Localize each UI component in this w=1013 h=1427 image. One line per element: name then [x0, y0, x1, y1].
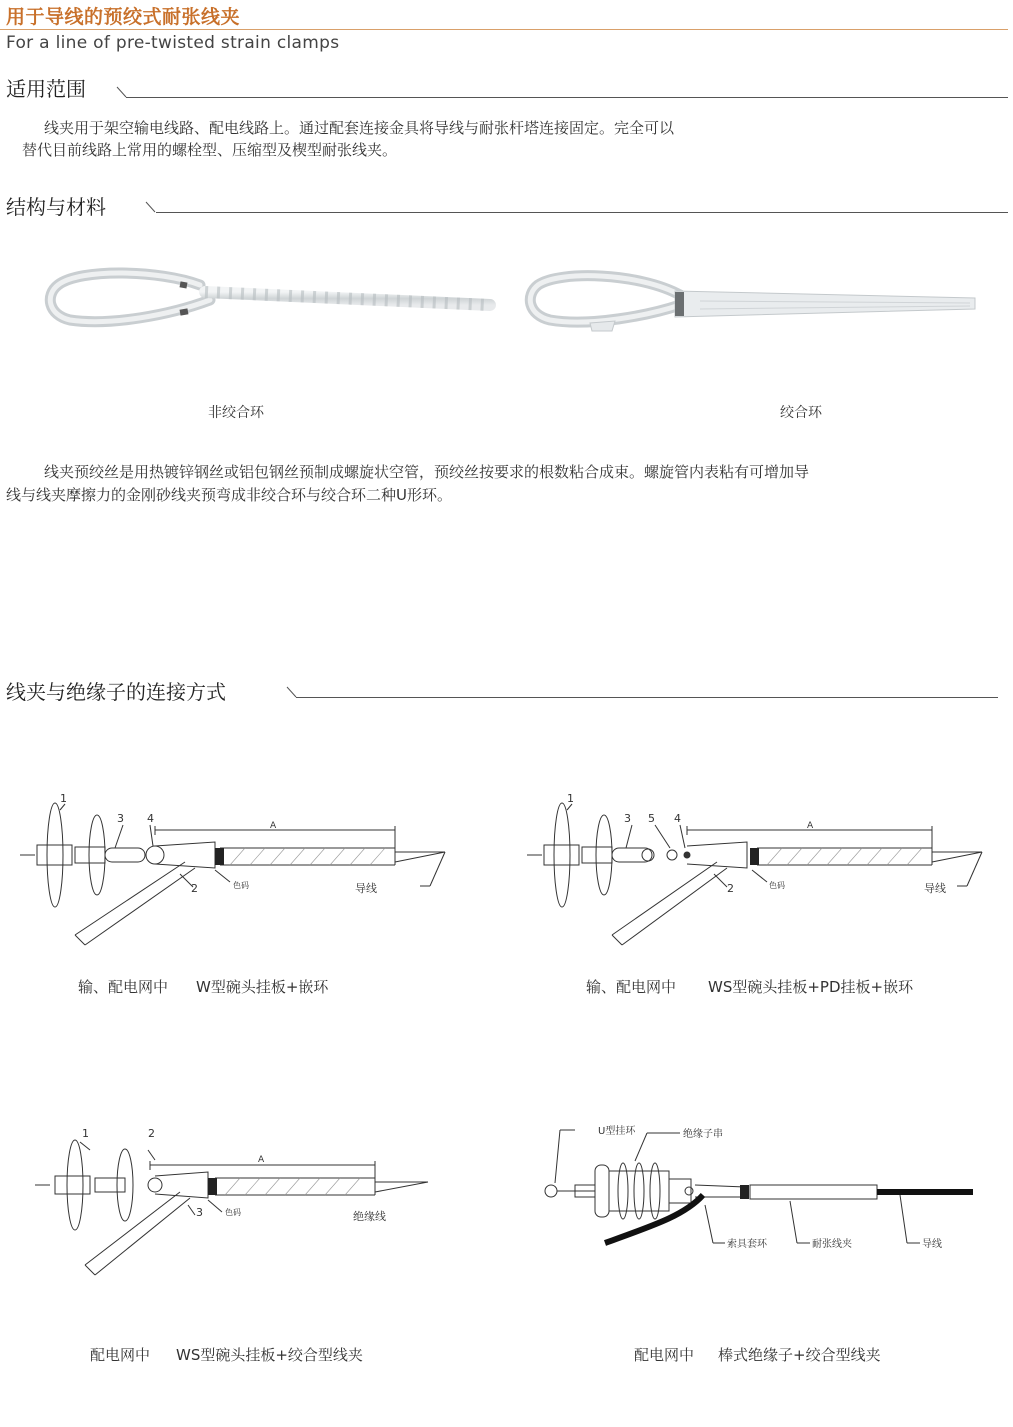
label-3: 3: [624, 812, 631, 825]
conductor-label: 导线: [355, 882, 377, 895]
section-divider: [296, 697, 998, 698]
strain-clamp-label: 耐张线夹: [812, 1239, 852, 1250]
page-subtitle: For a line of pre-twisted strain clamps: [6, 33, 340, 53]
caption-diagram2-b: WS型碗头挂板+PD挂板+嵌环: [708, 978, 914, 996]
caption-diagram3-a: 配电网中: [90, 1346, 151, 1364]
structure-text-line1: 线夹预绞丝是用热镀锌钢丝或铝包钢丝预制成螺旋状空管，预绞丝按要求的根数粘合成束。螺旋管内表粘有可增加导: [44, 463, 810, 481]
section-heading-connection: 线夹与绝缘子的连接方式: [6, 680, 226, 704]
diagram-rod-insulator-twisted-clamp: [535, 1115, 980, 1275]
caption-diagram4-a: 配电网中: [634, 1346, 695, 1364]
label-2: 2: [148, 1127, 155, 1140]
section-heading-structure: 结构与材料: [6, 195, 106, 219]
color-code-label: 色码: [233, 881, 249, 890]
conductor-label: 导线: [924, 882, 946, 895]
label-1: 1: [82, 1127, 89, 1140]
title-divider: [0, 29, 1008, 30]
label-2: 2: [191, 882, 198, 895]
non-twisted-loop-image: [40, 260, 500, 340]
section-heading-scope: 适用范围: [6, 77, 86, 101]
structure-text-line2: 线与线夹摩擦力的金刚砂线夹预弯成非绞合环与绞合环二种U形环。: [6, 486, 452, 504]
u-ring-label: U型挂环: [598, 1126, 636, 1137]
label-4: 4: [147, 812, 154, 825]
label-3: 3: [196, 1206, 203, 1219]
conductor-label: 导线: [922, 1239, 942, 1250]
section-divider: [126, 97, 1008, 98]
color-code-label: 色码: [769, 881, 785, 890]
scope-text-line2: 替代目前线路上常用的螺栓型、压缩型及楔型耐张线夹。: [22, 141, 398, 159]
twisted-loop-image: [520, 265, 985, 340]
caption-non-twisted-loop: 非绞合环: [208, 405, 264, 421]
label-2: 2: [727, 882, 734, 895]
caption-diagram1-b: W型碗头挂板+嵌环: [196, 978, 329, 996]
label-4: 4: [674, 812, 681, 825]
diagram-w-socket-clevis: [15, 790, 455, 950]
diagram-ws-twisted-clamp: [30, 1120, 440, 1280]
caption-diagram4-b: 棒式绝缘子+绞合型线夹: [718, 1346, 881, 1364]
page-title: 用于导线的预绞式耐张线夹: [6, 6, 241, 28]
caption-twisted-loop: 绞合环: [780, 405, 822, 421]
caption-diagram3-b: WS型碗头挂板+绞合型线夹: [176, 1346, 363, 1364]
conductor-label: 绝缘线: [353, 1210, 386, 1223]
label-3: 3: [117, 812, 124, 825]
label-1: 1: [60, 792, 67, 805]
dimension-label: A: [807, 821, 814, 831]
label-5: 5: [648, 812, 655, 825]
caption-diagram2-a: 输、配电网中: [586, 978, 677, 996]
section-divider: [156, 212, 1008, 213]
label-1: 1: [567, 792, 574, 805]
scope-text-line1: 线夹用于架空输电线路、配电线路上。通过配套连接金具将导线与耐张杆塔连接固定。完全可以: [44, 119, 675, 137]
color-code-label: 色码: [225, 1208, 241, 1217]
caption-diagram1-a: 输、配电网中: [78, 978, 169, 996]
insulator-string-label: 绝缘子串: [683, 1129, 723, 1140]
dimension-label: A: [270, 821, 277, 831]
diagram-ws-socket-clevis-pd: [522, 790, 992, 950]
thimble-label: 索具套环: [727, 1239, 767, 1250]
dimension-label: A: [258, 1155, 265, 1165]
